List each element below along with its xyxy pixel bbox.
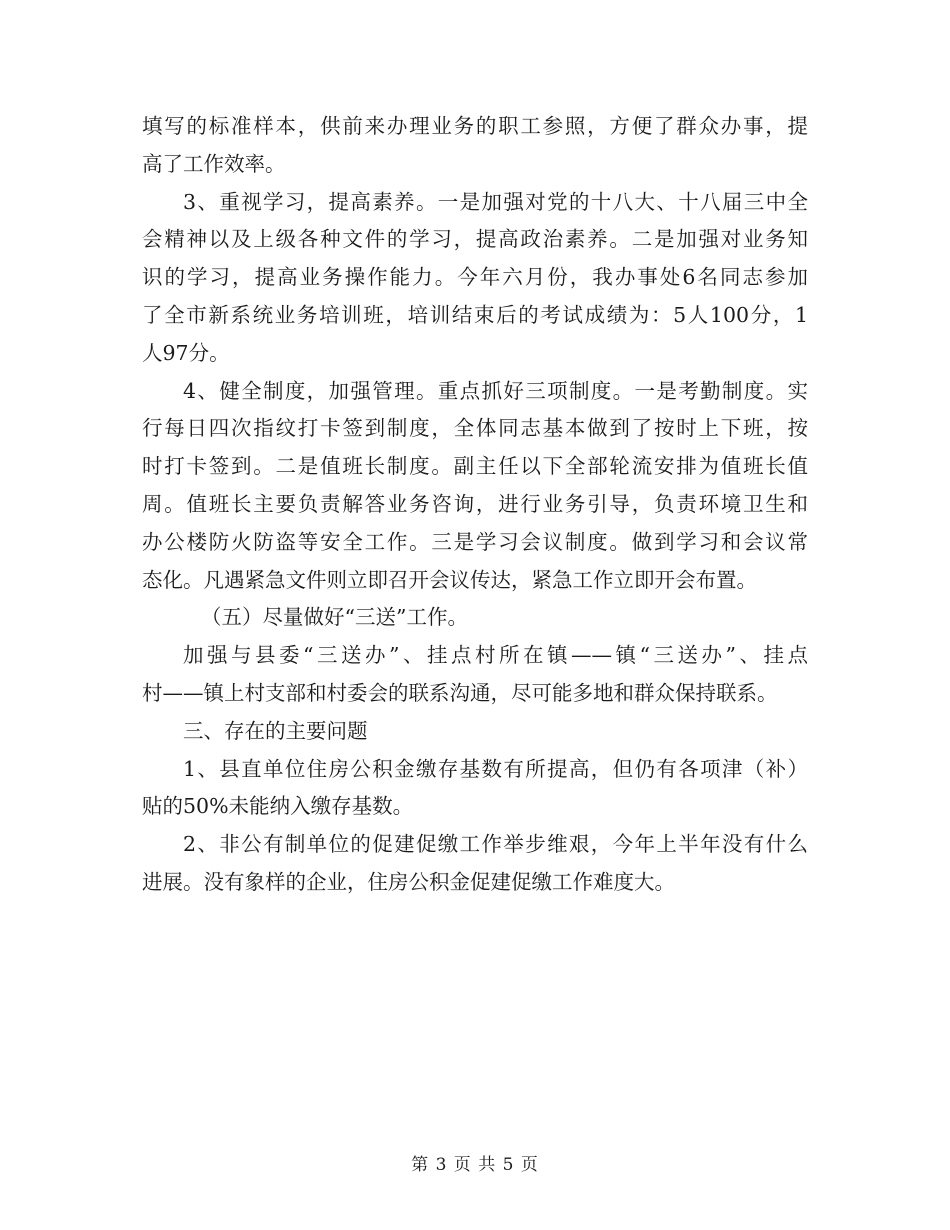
section-heading: （五）尽量做好“三送”工作。	[201, 605, 468, 630]
text-line: 进展。没有象样的企业，住房公积金促建促缴工作难度大。	[142, 869, 675, 894]
text-line: 会精神以及上级各种文件的学习，提高政治素养。二是加强对业务知	[142, 227, 808, 252]
section-heading: 三、存在的主要问题	[183, 718, 368, 743]
text-line: 态化。凡遇紧急文件则立即召开会议传达，紧急工作立即开会布置。	[142, 567, 757, 592]
paragraph-start-line: 1、县直单位住房公积金缴存基数有所提高，但仍有各项津（补）	[183, 756, 808, 781]
paragraph-start-line: 4、健全制度，加强管理。重点抓好三项制度。一是考勤制度。实	[183, 378, 808, 403]
text-line: 填写的标准样本，供前来办理业务的职工参照，方便了群众办事，提	[142, 114, 808, 138]
text-line: 行每日四次指纹打卡签到制度，全体同志基本做到了按时上下班，按	[142, 416, 808, 441]
text-line: 办公楼防火防盗等安全工作。三是学习会议制度。做到学习和会议常	[142, 529, 808, 554]
paragraph-start-line: 2、非公有制单位的促建促缴工作举步维艰，今年上半年没有什么	[183, 832, 808, 857]
text-line: 高了工作效率。	[142, 151, 286, 176]
paragraph-start-line: 3、重视学习，提高素养。一是加强对党的十八大、十八届三中全	[183, 189, 808, 214]
text-line: 时打卡签到。二是值班长制度。副主任以下全部轮流安排为值班长值	[142, 454, 808, 479]
text-line: 贴的50%未能纳入缴存基数。	[142, 794, 414, 819]
page-number-footer: 第 3 页 共 5 页	[411, 1155, 539, 1175]
document-body	[142, 108, 808, 902]
text-line: 识的学习，提高业务操作能力。今年六月份，我办事处6名同志参加	[142, 265, 808, 290]
text-line: 了全市新系统业务培训班，培训结束后的考试成绩为：5人100分，1	[142, 302, 808, 327]
text-line: 村——镇上村支部和村委会的联系沟通，尽可能多地和群众保持联系。	[142, 680, 778, 705]
paragraph-start-line: 加强与县委“三送办”、挂点村所在镇——镇“三送办”、挂点	[183, 643, 808, 668]
text-line: 周。值班长主要负责解答业务咨询，进行业务引导，负责环境卫生和	[142, 491, 808, 516]
text-line: 人97分。	[142, 340, 230, 365]
